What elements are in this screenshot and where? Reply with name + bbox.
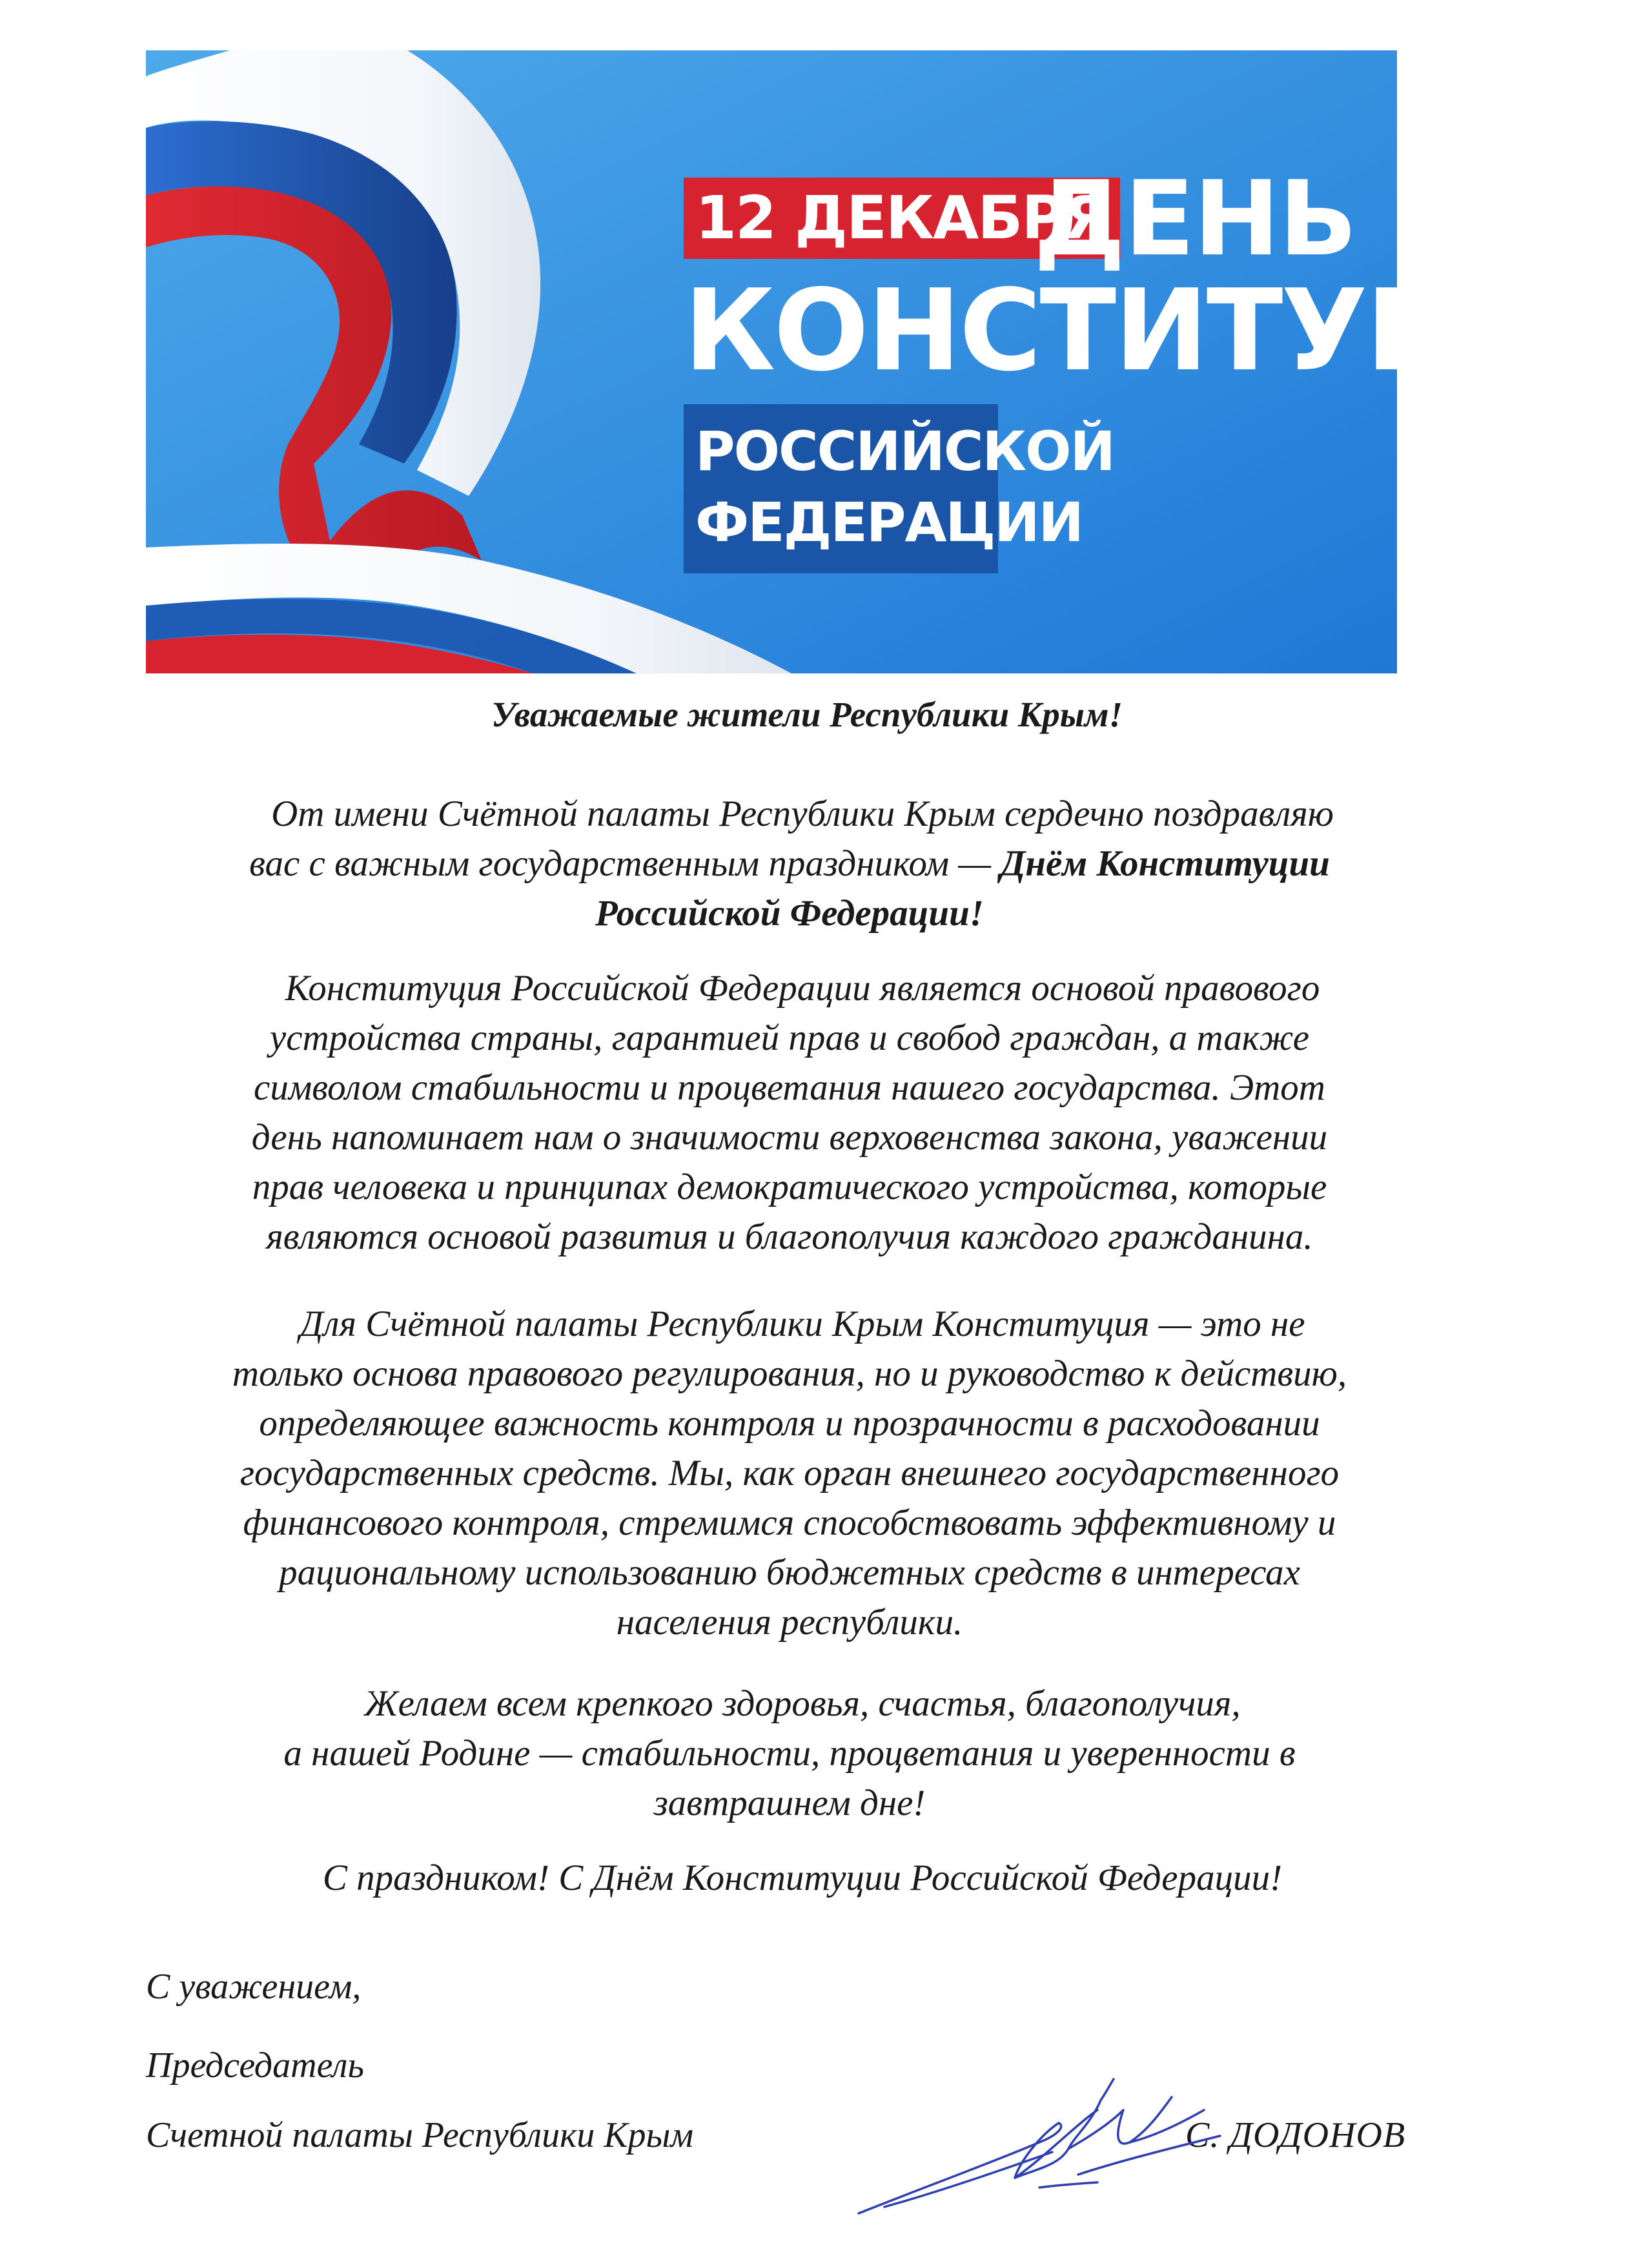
p2-line: прав человека и принципах демократического устройства, которые — [252, 1167, 1327, 1207]
p3-line: только основа правового регулирования, но и руководство к действию, — [232, 1353, 1347, 1394]
paragraph-wishes — [146, 1679, 1433, 1828]
signer-position-line2: Счетной палаты Республики Крым — [146, 2115, 694, 2155]
handwritten-signature — [846, 2039, 1233, 2233]
constitution-day-banner — [146, 50, 1652, 673]
p3-line: Для Счётной палаты Республики Крым Конституция — это не — [300, 1304, 1305, 1344]
p1-line1: От имени Счётной палаты Республики Крым сердечно поздравляю — [271, 794, 1334, 834]
banner-country-line1: РОССИЙСКОЙ — [695, 420, 1114, 483]
p4-line: а нашей Родине — стабильности, процветания и уверенности в — [283, 1733, 1296, 1774]
p1-line2-bold: Днём Конституции — [1000, 843, 1330, 884]
p5-line: С праздником! С Днём Конституции Российской Федерации! — [322, 1858, 1283, 1898]
p3-line: населения республики. — [616, 1602, 963, 1643]
p2-line: символом стабильности и процветания нашего государства. Этот — [254, 1067, 1325, 1108]
paragraph-congratulation — [146, 789, 1433, 938]
greeting-heading: Уважаемые жители Республики Крым! — [491, 695, 1123, 734]
p1-line2 — [146, 839, 1433, 888]
banner-date: 12 ДЕКАБРЯ — [684, 178, 1120, 259]
p2-line: день напоминает нам о значимости верховенства закона, уважении — [251, 1117, 1328, 1158]
paragraph-holiday-greeting — [146, 1853, 1433, 1903]
p2-line: Конституция Российской Федерации является основой правового — [285, 968, 1320, 1009]
p2-line: являются основой развития и благополучия каждого гражданина. — [266, 1216, 1313, 1257]
p1-line2-plain: вас с важным государственным праздником — — [249, 843, 1001, 884]
p1-line3: Российской Федерации! — [595, 893, 984, 934]
p3-line: определяющее важность контроля и прозрачности в расходовании — [259, 1403, 1320, 1444]
closing-regards: С уважением, — [146, 1967, 362, 2007]
paragraph-constitution-meaning — [146, 963, 1433, 1262]
paragraph-audit-chamber — [146, 1299, 1433, 1647]
p2-line: устройства страны, гарантией прав и свобод граждан, а также — [269, 1018, 1310, 1058]
signer-position-line1: Председатель — [146, 2045, 364, 2086]
p3-line: государственных средств. Мы, как орган внешнего государственного — [240, 1453, 1340, 1493]
signer-name: С. ДОДОНОВ — [1185, 2115, 1406, 2155]
banner-constitution-word: КОНСТИТУЦИИ — [684, 265, 1652, 396]
banner-day-word: ДЕНЬ — [1034, 158, 1356, 279]
p4-line: Желаем всем крепкого здоровья, счастья, благополучия, — [364, 1683, 1241, 1724]
banner-country-line2: ФЕДЕРАЦИИ — [695, 491, 1083, 554]
p3-line: финансового контроля, стремимся способствовать эффективному и — [243, 1502, 1336, 1543]
banner-country-block — [684, 404, 1114, 573]
p3-line: рациональному использованию бюджетных средств в интересах — [279, 1552, 1300, 1593]
p4-line: завтрашнем дне! — [653, 1783, 926, 1823]
